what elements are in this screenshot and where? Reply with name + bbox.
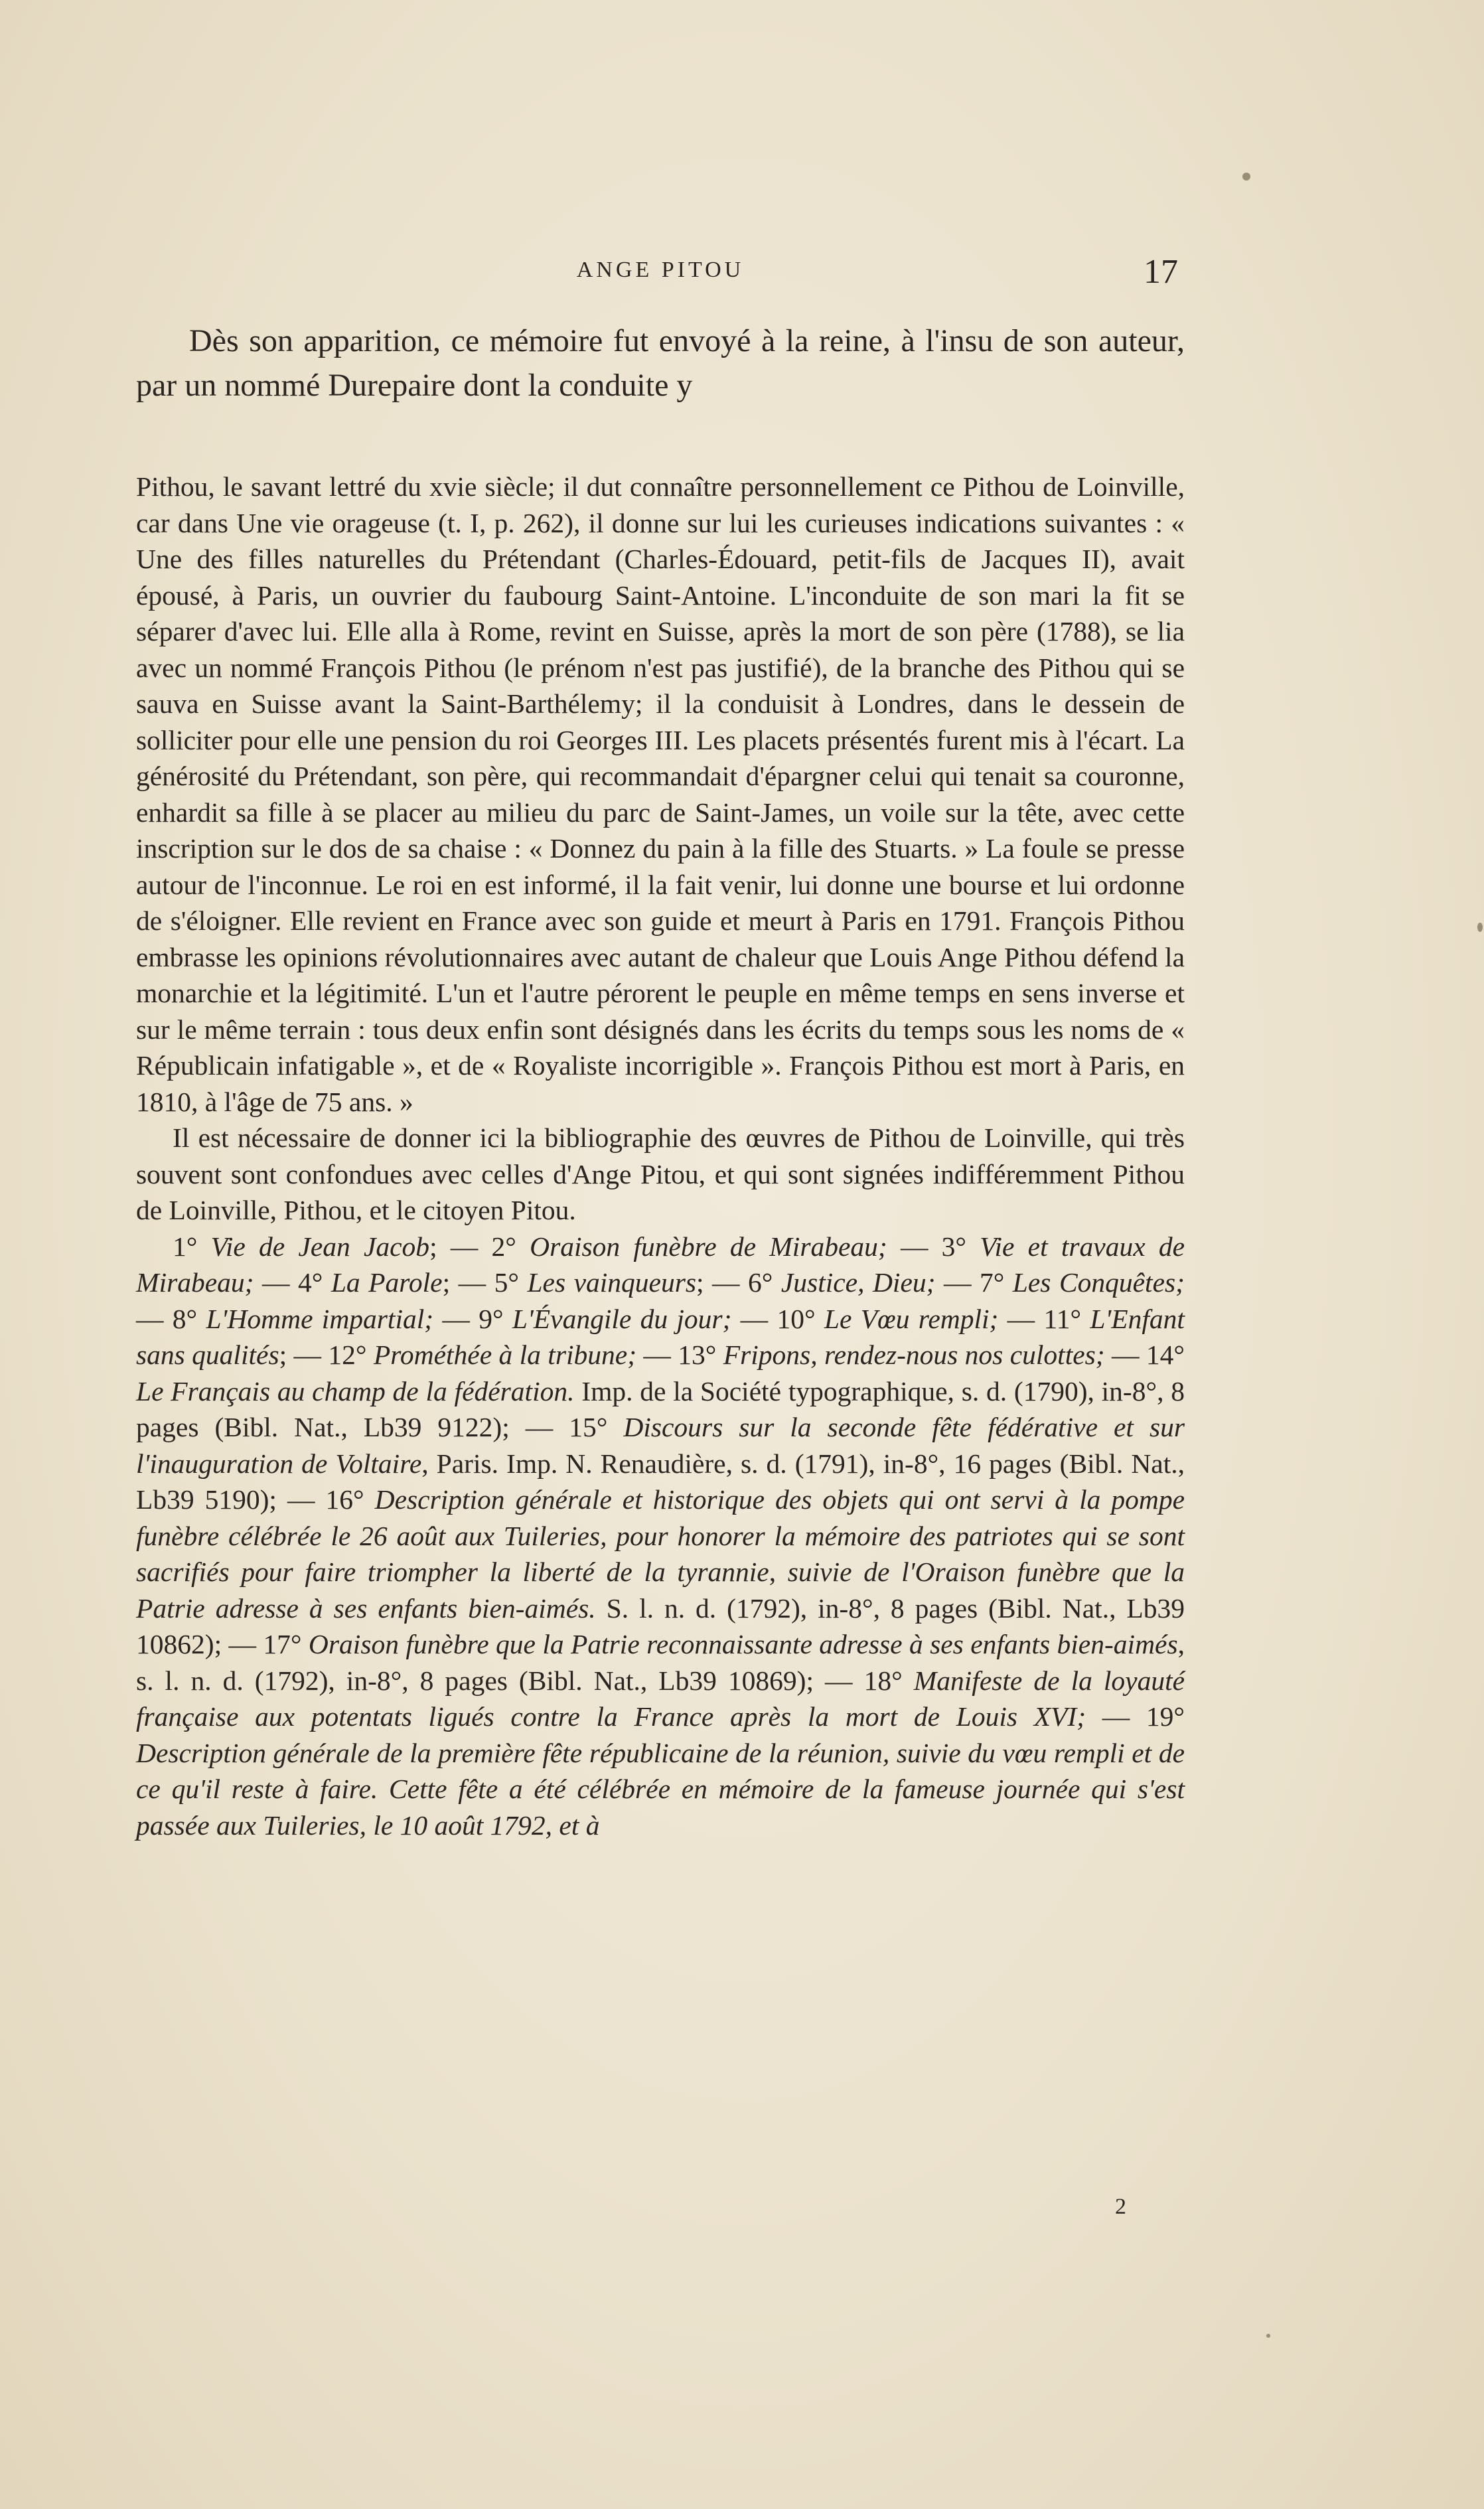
bibliography-text: — 19° [1086,1701,1185,1732]
bibliography-title: Oraison funèbre que la Patrie reconnaissante adresse à ses enfants bien-aimés [308,1629,1178,1659]
bibliography-title: Description générale de la première fête républicaine de la réunion, suivie du vœu rempli et de ce qu'il reste à faire. Cette fête a été célébrée en mémoire de la fameuse journée qui s'est passée aux Tuileries, le 10 août 1792, et à [136,1737,1185,1841]
bibliography-text: , Paris. Imp. N. Renaudière, s. d. (1791), in-8°, 16 pages (Bibl. Nat., Lb39 5190); — 16° [136,1448,1185,1515]
bibliography-text: ; — 2° [429,1231,530,1262]
bibliography-title: Description générale et historique des objets qui ont servi à la pompe funèbre célébrée le 26 août aux Tuileries, pour honorer la mémoire des patriotes qui se sont sacrifiés pour faire triompher la liberté de la tyrannie [136,1484,1185,1587]
bibliography-text: — 11° [998,1303,1090,1334]
bibliography-title: L'Homme impartial; [206,1303,434,1334]
bibliography-title: Vie de Jean Jacob [210,1231,430,1262]
bibliography-title: Les vainqueurs [527,1267,697,1298]
page-number: 17 [1144,253,1178,291]
main-text: Dès son apparition, ce mémoire fut envoyé à la reine, à l'insu de son auteur, par un nommé Durepaire dont la conduite y [136,323,1185,403]
bibliography-text: ; — 12° [279,1339,374,1370]
bibliography-title: Le Vœu rempli; [824,1303,999,1334]
bibliography-title: Discours sur la seconde fête fédérative et sur l'inauguration de Voltaire [136,1412,1185,1479]
running-title: ANGE PITOU [576,258,745,282]
bibliography-text: Imp. de la Société typographique, s. d. (1790), in-8°, 8 pages (Bibl. Nat., Lb39 9122); — 15° [136,1375,1185,1442]
bibliography-title: La Parole [331,1267,443,1298]
bibliography-title: Justice, Dieu; [780,1267,936,1298]
running-header [136,252,1185,292]
bibliography-text: S. l. n. d. (1792), in-8°, 8 pages (Bibl. Nat., Lb39 10862); — 17° [136,1592,1185,1659]
bibliography-title: Manifeste de la loyauté française aux potentats ligués contre la France après la mort de Louis XVI; [136,1665,1185,1732]
bibliography-text: — 14° [1104,1339,1185,1370]
bibliography-text: — 13° [636,1339,723,1370]
paper-speck [1266,2334,1270,2338]
footnote-block [136,469,1185,1843]
paper-speck [1477,923,1483,932]
bibliography-text: ; — 6° [696,1267,781,1298]
bibliography-title: Oraison funèbre de Mirabeau; [530,1231,887,1262]
bibliography-title: L'Évangile du jour; [512,1303,732,1334]
footnote-paragraph: Pithou, le savant lettré du xvie siècle; il dut connaître personnellement ce Pithou de Loinville, car dans Une vie orageuse (t. I, p. 262), il donne sur lui les curieuses indications suivantes : « Une des filles naturelles du Prétendant (Charles-Édouard, petit-fils de Jacques II), avait épousé, à Paris, un ouvrier du faubourg Saint-Antoine. L'inconduite de son mari la fit se séparer d'avec lui. Elle alla à Rome, revint en Suisse, après la mort de son père (1788), se lia avec un nommé François Pithou (le prénom n'est pas justifié), de la branche des Pithou qui se sauva en Suisse avant la Saint-Barthélemy; il la conduisit à Londres, dans le dessein de solliciter pour elle une pension du roi Georges III. Les placets présentés furent mis à l'écart. La générosité du Prétendant, son père, qui recommandait d'épargner celui qui tenait sa couronne, enhardit sa fille à se placer au milieu du parc de Saint-James, un voile sur la tête, avec cette inscription sur le dos de sa chaise : « Donnez du pain à la fille des Stuarts. » La foule se presse autour de l'inconnue. Le roi en est informé, il la fait venir, lui donne une bourse et lui ordonne de s'éloigner. Elle revient en France avec son guide et meurt à Paris en 1791. François Pithou embrasse les opinions révolutionnaires avec autant de chaleur que Louis Ange Pithou défend la monarchie et la légitimité. L'un et l'autre pérorent le peuple en même temps en sens inverse et sur le même terrain : tous deux enfin sont désignés dans les écrits du temps sous les noms de « Républicain infatigable », et de « Royaliste incorrigible ». François Pithou est mort à Paris, en 1810, à l'âge de 75 ans. » [136,471,1185,1117]
bibliography-title: L'Enfant sans qualités [136,1303,1185,1370]
bibliography-text: — 8° [136,1303,206,1334]
signature-mark: 2 [1115,2194,1126,2219]
bibliography-text: — 3° [887,1231,980,1262]
bibliography-title: Les Conquêtes; [1012,1267,1185,1298]
bibliography-text: — 7° [935,1267,1013,1298]
bibliography-text: — 4° [254,1267,331,1298]
bibliography-text: — 10° [731,1303,824,1334]
bibliography-text: 1° [173,1231,211,1262]
bibliography-title: Vie et travaux de Mirabeau; [136,1231,1185,1298]
bibliography-title: Prométhée à la tribune; [373,1339,637,1370]
bibliography-text: ; — 5° [442,1267,528,1298]
bibliography-text: , s. l. n. d. (1792), in-8°, 8 pages (Bibl. Nat., Lb39 10869); — 18° [136,1629,1185,1696]
bibliography-title: Le Français au champ de la fédération. [136,1375,575,1407]
bibliography-text: , [769,1557,788,1587]
bibliography-title: suivie de l'Oraison funèbre que la Patrie adresse à ses enfants bien-aimés. [136,1557,1185,1624]
bibliography-text: — 9° [433,1303,512,1334]
bibliography-paragraph [136,1229,1185,1844]
paper-speck [1242,173,1250,181]
footnote-paragraph: Il est nécessaire de donner ici la bibliographie des œuvres de Pithou de Loinville, qui très souvent sont confondues avec celles d'Ange Pitou, et qui sont signées indifféremment Pithou de Loinville, Pithou, et le citoyen Pitou. [136,1122,1185,1225]
bibliography-title: Fripons, rendez-nous nos culottes; [723,1339,1105,1370]
